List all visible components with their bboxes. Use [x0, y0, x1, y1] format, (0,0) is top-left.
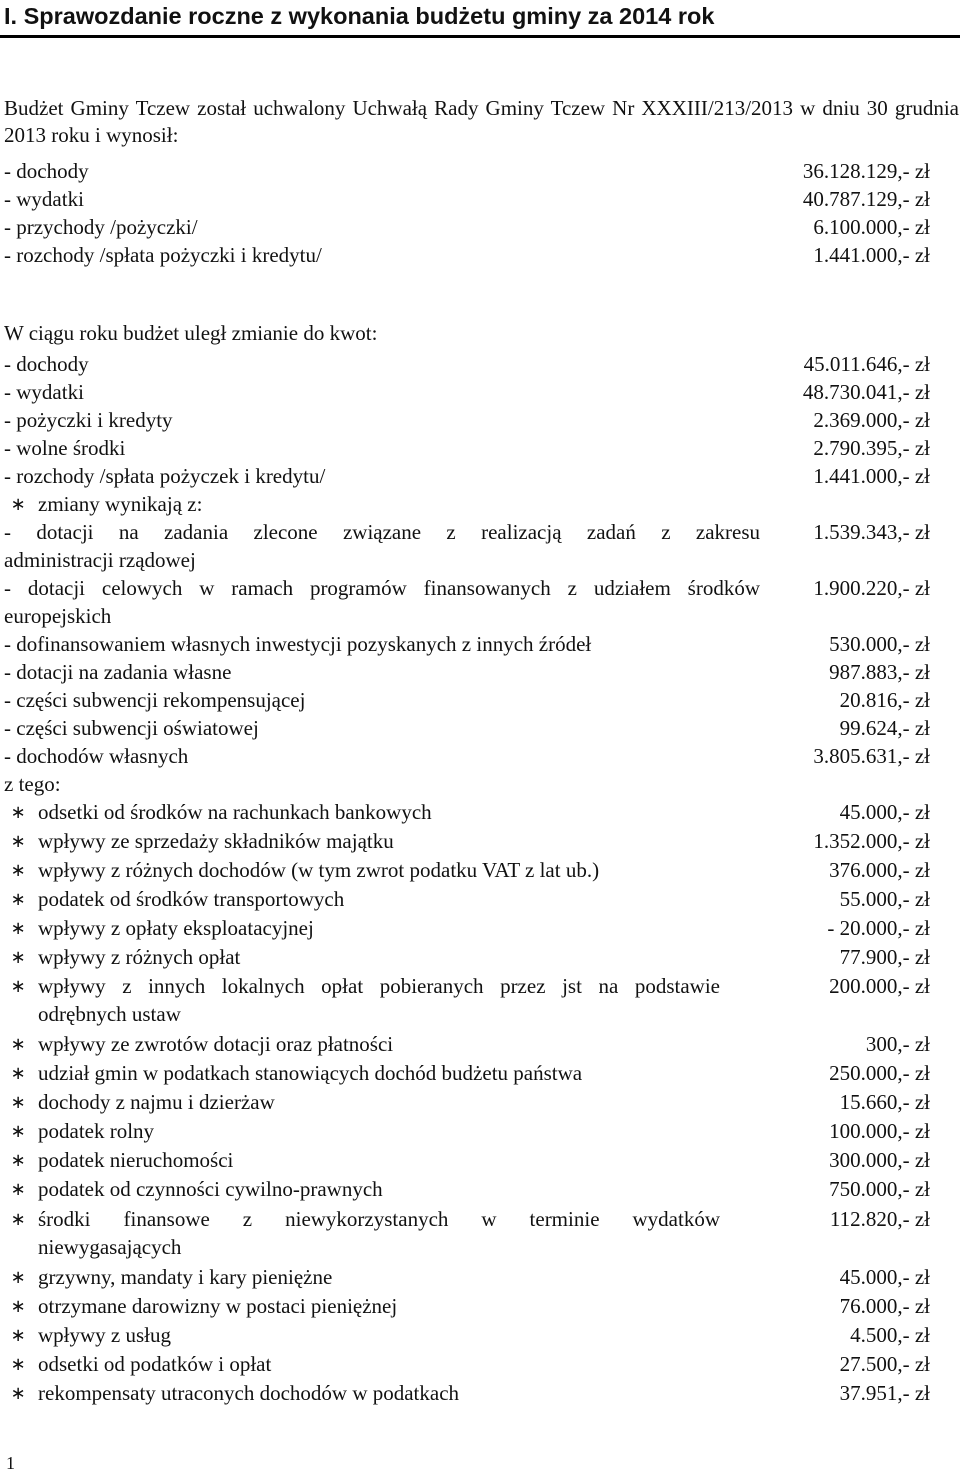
detail-row-value: 4.500,- zł — [850, 1323, 930, 1347]
detail-row — [4, 1118, 930, 1146]
detail-row-label: wpływy ze sprzedaży składników majątku — [38, 829, 394, 853]
page-number: 1 — [6, 1453, 15, 1473]
bullet-asterisk-icon: ∗ — [10, 1179, 26, 1200]
source-row-label: - dochodów własnych — [4, 744, 189, 768]
detail-row-label: otrzymane darowizny w postaci pieniężnej — [38, 1294, 398, 1318]
detail-row — [4, 915, 930, 943]
detail-row-label: środki finansowe z niewykorzystanych w terminie wydatków — [38, 1207, 720, 1231]
detail-row-continuation: niewygasających — [38, 1235, 182, 1259]
changed-row — [4, 379, 930, 407]
changed-row — [4, 351, 930, 379]
detail-row-label: podatek rolny — [38, 1119, 155, 1143]
detail-row-value: 76.000,- zł — [839, 1294, 930, 1318]
detail-row-value: 77.900,- zł — [839, 945, 930, 969]
intro-paragraph: Budżet Gminy Tczew został uchwalony Uchwałą Rady Gminy Tczew Nr XXXIII/213/2013 w dniu 30 grudnia 2013 roku i wynosił: — [4, 96, 959, 147]
source-row-value: 530.000,- zł — [829, 632, 930, 656]
detail-row — [4, 1322, 930, 1350]
changed-row-label: - wolne środki — [4, 436, 126, 460]
changed-row-value: 2.369.000,- zł — [813, 408, 930, 432]
initial-row-value: 40.787.129,- zł — [802, 187, 930, 211]
detail-row-value: 376.000,- zł — [829, 858, 930, 882]
source-row — [4, 575, 930, 603]
initial-row — [4, 242, 930, 270]
bullet-asterisk-icon: ∗ — [10, 802, 26, 823]
detail-row-value: 55.000,- zł — [839, 887, 930, 911]
detail-row — [4, 1089, 930, 1117]
detail-row-value: 112.820,- zł — [829, 1207, 930, 1231]
detail-row — [4, 1380, 930, 1408]
detail-row — [4, 944, 930, 972]
source-row-value: 99.624,- zł — [839, 716, 930, 740]
changes-origin-label: zmiany wynikają z: — [38, 492, 203, 516]
source-row — [4, 687, 930, 715]
detail-row-label: podatek od środków transportowych — [38, 887, 345, 911]
detail-row — [4, 973, 930, 1001]
detail-row — [4, 1264, 930, 1292]
of-which-heading: z tego: — [4, 772, 61, 796]
changed-row — [4, 463, 930, 491]
detail-row — [4, 1060, 930, 1088]
detail-row-label: wpływy z opłaty eksploatacyjnej — [38, 916, 314, 940]
detail-row-label: odsetki od podatków i opłat — [38, 1352, 272, 1376]
document-title: I. Sprawozdanie roczne z wykonania budżetu gminy za 2014 rok — [4, 3, 715, 29]
detail-row — [4, 857, 930, 885]
detail-row-value: 45.000,- zł — [839, 1265, 930, 1289]
source-row-value: 3.805.631,- zł — [813, 744, 930, 768]
bullet-asterisk-icon: ∗ — [10, 1383, 26, 1404]
detail-row-label: grzywny, mandaty i kary pieniężne — [38, 1265, 333, 1289]
detail-row-label: wpływy z różnych dochodów (w tym zwrot podatku VAT z lat ub.) — [38, 858, 600, 882]
bullet-asterisk-icon: ∗ — [10, 1296, 26, 1317]
source-row — [4, 519, 930, 547]
changed-row-label: - dochody — [4, 352, 89, 376]
changed-row-value: 2.790.395,- zł — [813, 436, 930, 460]
detail-row-label: podatek od czynności cywilno-prawnych — [38, 1177, 383, 1201]
bullet-asterisk-icon: ∗ — [10, 976, 26, 997]
bullet-asterisk-icon: ∗ — [10, 860, 26, 881]
detail-row-value: 300.000,- zł — [829, 1148, 930, 1172]
source-row-value: 987.883,- zł — [829, 660, 930, 684]
detail-row-label: odsetki od środków na rachunkach bankowych — [38, 800, 432, 824]
initial-row-value: 1.441.000,- zł — [813, 243, 930, 267]
detail-row — [4, 1293, 930, 1321]
bullet-asterisk-icon: ∗ — [10, 889, 26, 910]
bullet-asterisk-icon: ∗ — [10, 918, 26, 939]
bullet-asterisk-icon: ∗ — [10, 1150, 26, 1171]
detail-row-value: 750.000,- zł — [829, 1177, 930, 1201]
detail-row-value: - 20.000,- zł — [827, 916, 930, 940]
detail-row-label: wpływy z innych lokalnych opłat pobieranych przez jst na podstawie — [38, 974, 720, 998]
changed-row-value: 45.011.646,- zł — [803, 352, 930, 376]
bullet-asterisk-icon: ∗ — [10, 1063, 26, 1084]
changed-row-label: - wydatki — [4, 380, 84, 404]
bullet-asterisk-icon: ∗ — [10, 1092, 26, 1113]
detail-row-label: wpływy ze zwrotów dotacji oraz płatności — [38, 1032, 394, 1056]
detail-row — [4, 1031, 930, 1059]
detail-row-value: 27.500,- zł — [839, 1352, 930, 1376]
bullet-asterisk-icon: ∗ — [10, 494, 26, 515]
detail-row — [4, 1176, 930, 1204]
source-row-label: - dotacji na zadania własne — [4, 660, 232, 684]
detail-row-label: dochody z najmu i dzierżaw — [38, 1090, 275, 1114]
changed-row-value: 1.441.000,- zł — [813, 464, 930, 488]
detail-row-value: 15.660,- zł — [839, 1090, 930, 1114]
bullet-asterisk-icon: ∗ — [10, 1034, 26, 1055]
bullet-asterisk-icon: ∗ — [10, 1354, 26, 1375]
detail-row — [4, 1351, 930, 1379]
detail-row-value: 37.951,- zł — [839, 1381, 930, 1405]
detail-row-continuation: odrębnych ustaw — [38, 1002, 181, 1026]
detail-row-value: 200.000,- zł — [829, 974, 930, 998]
changed-row-label: - pożyczki i kredyty — [4, 408, 173, 432]
detail-row-label: wpływy z różnych opłat — [38, 945, 241, 969]
detail-row — [4, 886, 930, 914]
initial-row-label: - rozchody /spłata pożyczki i kredytu/ — [4, 243, 322, 267]
changed-row — [4, 435, 930, 463]
detail-row-value: 1.352.000,- zł — [813, 829, 930, 853]
bullet-asterisk-icon: ∗ — [10, 1267, 26, 1288]
source-row-value: 1.539.343,- zł — [813, 520, 930, 544]
source-row-label: - dotacji na zadania zlecone związane z realizacją zadań z zakresu — [4, 520, 760, 544]
changed-row-label: - rozchody /spłata pożyczek i kredytu/ — [4, 464, 326, 488]
source-row — [4, 715, 930, 743]
source-row-value: 20.816,- zł — [839, 688, 930, 712]
initial-row-label: - przychody /pożyczki/ — [4, 215, 198, 239]
detail-row — [4, 1206, 930, 1234]
detail-row — [4, 828, 930, 856]
detail-row — [4, 1147, 930, 1175]
detail-row-value: 45.000,- zł — [839, 800, 930, 824]
changed-row-value: 48.730.041,- zł — [802, 380, 930, 404]
source-row-label: - dofinansowaniem własnych inwestycji pozyskanych z innych źródeł — [4, 632, 592, 656]
changed-row — [4, 407, 930, 435]
source-row — [4, 631, 930, 659]
initial-row-value: 36.128.129,- zł — [802, 159, 930, 183]
bullet-asterisk-icon: ∗ — [10, 1325, 26, 1346]
detail-row-value: 100.000,- zł — [829, 1119, 930, 1143]
initial-row — [4, 186, 930, 214]
detail-row-label: wpływy z usług — [38, 1323, 171, 1347]
bullet-asterisk-icon: ∗ — [10, 947, 26, 968]
initial-row — [4, 158, 930, 186]
source-row-label: - dotacji celowych w ramach programów finansowanych z udziałem środków — [4, 576, 760, 600]
initial-row-label: - wydatki — [4, 187, 84, 211]
source-row-value: 1.900.220,- zł — [813, 576, 930, 600]
initial-row-value: 6.100.000,- zł — [813, 215, 930, 239]
bullet-asterisk-icon: ∗ — [10, 1209, 26, 1230]
detail-row-value: 250.000,- zł — [829, 1061, 930, 1085]
detail-row-label: udział gmin w podatkach stanowiących dochód budżetu państwa — [38, 1061, 583, 1085]
bullet-asterisk-icon: ∗ — [10, 831, 26, 852]
source-row-label: - części subwencji rekompensującej — [4, 688, 306, 712]
initial-row — [4, 214, 930, 242]
changes-heading: W ciągu roku budżet uległ zmianie do kwot: — [4, 321, 378, 345]
source-row — [4, 743, 930, 771]
source-row-continuation: administracji rządowej — [4, 548, 196, 572]
source-row — [4, 659, 930, 687]
bullet-asterisk-icon: ∗ — [10, 1121, 26, 1142]
source-row-continuation: europejskich — [4, 604, 112, 628]
changes-origin-heading — [4, 491, 930, 519]
detail-row-value: 300,- zł — [865, 1032, 930, 1056]
initial-row-label: - dochody — [4, 159, 89, 183]
detail-row — [4, 799, 930, 827]
source-row-label: - części subwencji oświatowej — [4, 716, 259, 740]
detail-row-label: podatek nieruchomości — [38, 1148, 234, 1172]
detail-row-label: rekompensaty utraconych dochodów w podatkach — [38, 1381, 460, 1405]
